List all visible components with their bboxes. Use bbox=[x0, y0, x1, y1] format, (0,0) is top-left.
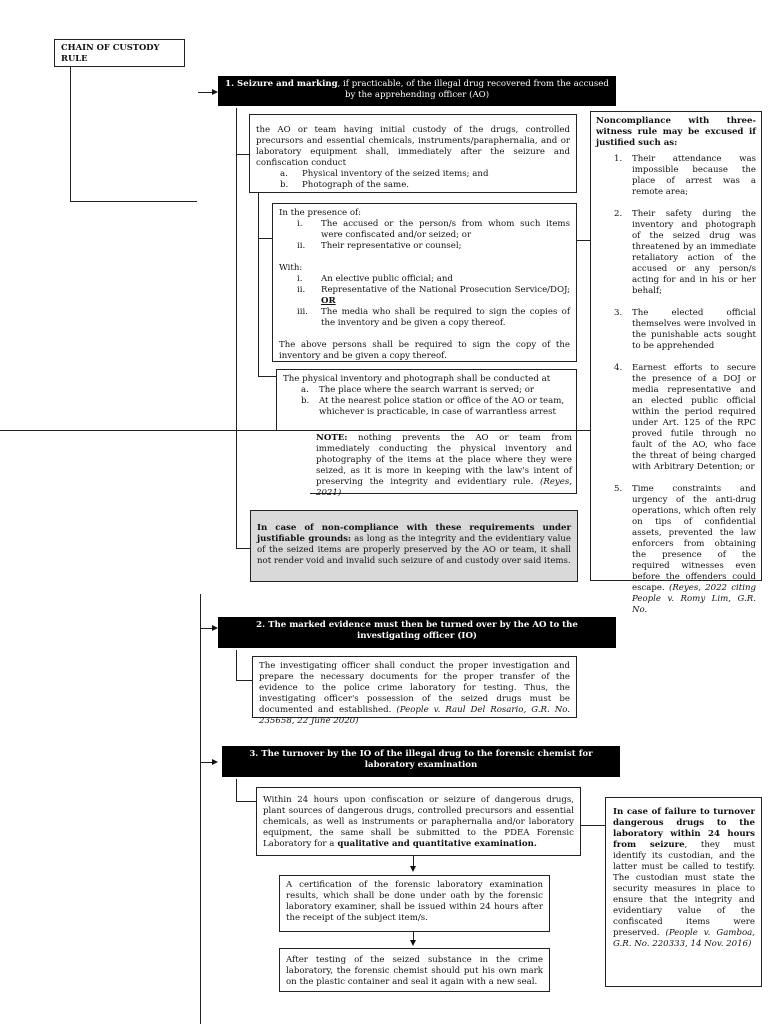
item-number: ii. bbox=[297, 285, 306, 295]
connector bbox=[276, 369, 277, 431]
with-item bbox=[279, 307, 570, 329]
connector bbox=[236, 779, 237, 801]
step3-text: Within 24 hours upon confiscation or seizure of dangerous drugs, plant sources of dangerous drugs, controlled precursors and essential chemicals, as well as instruments or paraphernalia and/or laboratory equipment, the same shall be submitted to the PDEA Forensic Laboratory for a bbox=[263, 795, 574, 849]
item-text: Physical inventory of the seized items; and bbox=[302, 169, 489, 179]
item-text-main: Time constraints and urgency of the anti-drug operations, which often rely on tips of confidential assets, prevented the law enforcers from obtaining the presence of the required witnesses even before the offenders could escape. bbox=[632, 484, 756, 593]
step2-cite: (People v. Raul Del Rosario, G.R. No. 235658, 22 June 2020) bbox=[259, 705, 570, 726]
connector bbox=[236, 801, 256, 802]
item-text-main: Representative of the National Prosecution Service/DOJ; bbox=[321, 285, 570, 295]
item-cite: (Reyes, 2022 citing People v. Romy Lim, G.R. No. bbox=[632, 583, 757, 615]
item-text: Their safety during the inventory and photograph of the seized drug was threatened by an immediate retaliatory action of the accused or any person/s acting for and in his or her behalf; bbox=[632, 209, 756, 296]
connector bbox=[236, 548, 250, 549]
failure-rest: , they must identify its custodian, and the latter must be called to testify. The custodian must state the security measures in place to ensure that the integrity and evidentiary value of the confiscated items were preserved. bbox=[613, 840, 755, 938]
item-number: 5. bbox=[614, 484, 623, 494]
excuse-item bbox=[596, 308, 756, 352]
step2-text: The investigating officer shall conduct the proper investigation and prepare the necessary documents for the proper transfer of the evidence to the police crime laboratory for testing. Thus, the investigating officer's possession of the seized drugs must be documented and established. bbox=[259, 661, 570, 715]
connector bbox=[576, 369, 577, 493]
step2-heading bbox=[218, 617, 616, 648]
arrow-right-icon bbox=[212, 759, 218, 765]
excuse-item bbox=[596, 484, 756, 616]
item-number: iii. bbox=[297, 307, 308, 317]
item-text: Earnest efforts to secure the presence of a DOJ or media representative and an elected public official within the period required under Art. 125 of the RPC proved futile through no fault of the AO, who face the threat of being charged with Arbitrary Detention; or bbox=[632, 363, 756, 472]
custody-intro: the AO or team having initial custody of the drugs, controlled precursors and essential chemicals, instruments/paraphernalia, and or laboratory equipment shall, immediately after the seizure and confiscation conduct bbox=[256, 125, 570, 168]
connector bbox=[236, 680, 252, 681]
connector bbox=[236, 108, 237, 548]
item-number: 3. bbox=[614, 308, 623, 318]
title-text: CHAIN OF CUSTODY RULE bbox=[61, 42, 160, 63]
item-number: a. bbox=[280, 169, 288, 179]
step3-heading-text: 3. The turnover by the IO of the illegal drug to the forensic chemist for laboratory examination bbox=[249, 749, 593, 770]
certification-text: A certification of the forensic laboratory examination results, which shall be done under oath by the forensic laboratory examiner, shall be issued within 24 hours after the receipt of the subject item/s. bbox=[286, 880, 543, 923]
arrow-down-icon bbox=[410, 940, 416, 946]
connector bbox=[70, 67, 71, 202]
item-text bbox=[632, 484, 756, 616]
item-number: ii. bbox=[297, 241, 306, 251]
after-testing-text: After testing of the seized substance in the crime laboratory, the forensic chemist should put his own mark on the plastic container and seal it again with a new seal. bbox=[286, 955, 543, 987]
custody-item bbox=[256, 180, 570, 191]
connector bbox=[581, 825, 605, 826]
item-number: i. bbox=[297, 274, 303, 284]
connector bbox=[577, 240, 590, 241]
item-text: Their attendance was impossible because the place of arrest was a remote area; bbox=[632, 154, 756, 197]
item-number: 4. bbox=[614, 363, 623, 373]
connector bbox=[70, 201, 197, 202]
sign-note: The above persons shall be required to sign the copy of the inventory and be given a copy thereof. bbox=[279, 340, 570, 361]
noncompliance-box bbox=[250, 510, 578, 582]
item-text: The media who shall be required to sign the copies of the inventory and be given a copy thereof. bbox=[321, 307, 570, 328]
note-block bbox=[316, 433, 572, 499]
item-text bbox=[321, 285, 570, 307]
arrow-down-icon bbox=[410, 866, 416, 872]
item-number: b. bbox=[301, 396, 310, 406]
or-label: OR bbox=[321, 296, 336, 306]
item-text: The accused or the person/s from whom such items were confiscated and/or seized; or bbox=[321, 219, 570, 240]
item-number: i. bbox=[297, 219, 303, 229]
note-label: NOTE: bbox=[316, 433, 348, 443]
failure-bold: In case of failure to turnover dangerous drugs to the laboratory within 24 hours from seizure bbox=[613, 807, 755, 850]
step2-heading-text: 2. The marked evidence must then be turned over by the AO to the investigating officer (IO) bbox=[256, 620, 578, 641]
place-box bbox=[276, 369, 577, 425]
excuse-heading: Noncompliance with three-witness rule may be excused if justified such as: bbox=[596, 116, 756, 148]
item-number: 2. bbox=[614, 209, 623, 219]
with-item bbox=[279, 285, 570, 307]
note-text: nothing prevents the AO or team from immediately conducting the physical inventory and photography of the items at the place where they were seized, as it is more in keeping with the law's intent of preserving the integrity and evidentiary rule. bbox=[316, 433, 572, 487]
failure-cite: (People v. Gamboa, G.R. No. 220333, 14 Nov. 2016) bbox=[613, 928, 755, 949]
connector bbox=[258, 193, 259, 376]
excuse-item bbox=[596, 154, 756, 198]
note-cite: (Reyes, 2021) bbox=[316, 477, 572, 498]
connector bbox=[258, 376, 276, 377]
step1-heading-rest: , if practicable, of the illegal drug recovered from the accused by the apprehending officer (AO) bbox=[337, 79, 609, 100]
presence-label: In the presence of: bbox=[279, 208, 362, 218]
step1-heading bbox=[218, 76, 616, 106]
failure-box bbox=[605, 797, 762, 987]
place-item bbox=[283, 396, 570, 418]
page-title bbox=[54, 39, 185, 67]
step1-heading-bold: 1. Seizure and marking bbox=[225, 79, 338, 89]
certification-box bbox=[279, 875, 550, 932]
connector bbox=[236, 650, 237, 680]
item-text: The place where the search warrant is served; or bbox=[319, 385, 534, 395]
item-number: 1. bbox=[614, 154, 623, 164]
place-item bbox=[283, 385, 570, 396]
noncompliance-bold: In case of non-compliance with these requirements under justifiable grounds: bbox=[257, 523, 571, 544]
presence-item bbox=[279, 241, 570, 252]
step3-heading bbox=[222, 746, 620, 777]
presence-item bbox=[279, 219, 570, 241]
with-label: With: bbox=[279, 263, 303, 273]
connector bbox=[0, 430, 598, 431]
presence-box bbox=[272, 203, 577, 362]
place-intro: The physical inventory and photograph shall be conducted at bbox=[283, 374, 551, 384]
excuse-item bbox=[596, 363, 756, 473]
item-text: An elective public official; and bbox=[321, 274, 453, 284]
connector bbox=[236, 154, 249, 155]
after-testing-box bbox=[279, 948, 550, 992]
noncompliance-rest: as long as the integrity and the evidentiary value of the seized items are properly preserved by the AO or team, it shall not render void and invalid such seizure of and custody over said items. bbox=[257, 534, 572, 566]
item-text: Photograph of the same. bbox=[302, 180, 410, 190]
item-text: The elected official themselves were involved in the punishable acts sought to be apprehended bbox=[632, 308, 756, 351]
connector bbox=[200, 594, 201, 1024]
step3-text-bold: qualitative and quantitative examination. bbox=[334, 839, 537, 849]
step3-box bbox=[256, 787, 581, 856]
item-text: At the nearest police station or office of the AO or team, whichever is practicable, in case of warrantless arrest bbox=[319, 396, 565, 417]
with-item bbox=[279, 274, 570, 285]
item-number: a. bbox=[301, 385, 309, 395]
excuse-box bbox=[590, 111, 762, 615]
connector bbox=[258, 238, 272, 239]
custody-item bbox=[256, 169, 570, 180]
step2-box bbox=[252, 656, 577, 726]
item-number: b. bbox=[280, 180, 289, 190]
custody-box bbox=[249, 114, 577, 193]
excuse-item bbox=[596, 209, 756, 297]
item-text: Their representative or counsel; bbox=[321, 241, 462, 251]
